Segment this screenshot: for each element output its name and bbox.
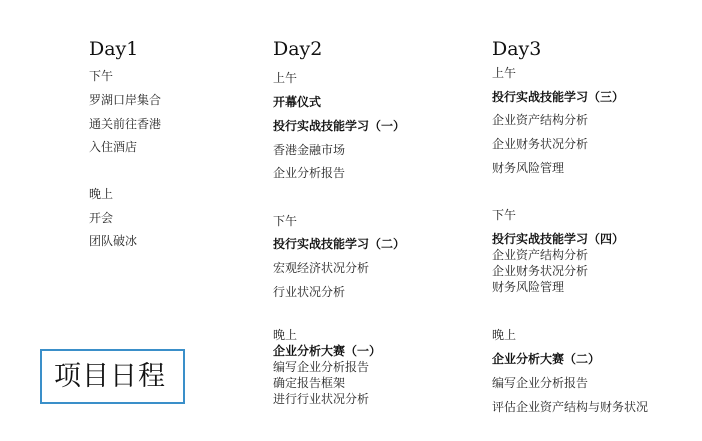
day2-afternoon-label: 下午 — [273, 214, 298, 228]
schedule-title: 项目日程 — [54, 361, 166, 392]
day3-title: Day3 — [492, 38, 542, 60]
day3-item: 企业财务状况分析 — [492, 264, 589, 278]
day3-item-bold: 投行实战技能学习（四） — [492, 232, 625, 246]
day2-item: 进行行业状况分析 — [273, 392, 370, 406]
day2-item: 编写企业分析报告 — [273, 360, 370, 374]
day3-item: 财务风险管理 — [492, 161, 565, 175]
day2-item-bold: 投行实战技能学习（二） — [273, 237, 406, 251]
day1-title: Day1 — [89, 38, 139, 60]
day3-morning-label: 上午 — [492, 66, 517, 80]
day1-evening-label: 晚上 — [89, 187, 114, 201]
day1-afternoon-label: 下午 — [89, 69, 114, 83]
schedule-title-box — [40, 349, 185, 404]
day3-item: 企业财务状况分析 — [492, 137, 589, 151]
day2-evening-label: 晚上 — [273, 328, 298, 342]
day2-item: 确定报告框架 — [273, 376, 346, 390]
day3-item-bold: 投行实战技能学习（三） — [492, 90, 625, 104]
day1-item: 通关前往香港 — [89, 117, 162, 131]
day1-item: 开会 — [89, 211, 114, 225]
day2-morning-label: 上午 — [273, 71, 298, 85]
day1-item: 罗湖口岸集合 — [89, 93, 162, 107]
day3-item-bold: 企业分析大赛（二） — [492, 352, 601, 366]
day3-item: 财务风险管理 — [492, 280, 565, 294]
day3-item: 企业资产结构分析 — [492, 113, 589, 127]
day2-item: 行业状况分析 — [273, 285, 346, 299]
day2-item: 香港金融市场 — [273, 143, 346, 157]
day2-title: Day2 — [273, 38, 323, 60]
day3-afternoon-label: 下午 — [492, 208, 517, 222]
day3-item: 评估企业资产结构与财务状况 — [492, 400, 649, 414]
day3-item: 企业资产结构分析 — [492, 248, 589, 262]
day3-evening-label: 晚上 — [492, 328, 517, 342]
day2-item: 企业分析报告 — [273, 166, 346, 180]
day2-item-bold: 开幕仪式 — [273, 95, 322, 109]
day1-item: 入住酒店 — [89, 140, 138, 154]
day3-item: 编写企业分析报告 — [492, 376, 589, 390]
day2-item-bold: 企业分析大赛（一） — [273, 344, 382, 358]
day2-item: 宏观经济状况分析 — [273, 261, 370, 275]
day2-item-bold: 投行实战技能学习（一） — [273, 119, 406, 133]
day1-item: 团队破冰 — [89, 234, 138, 248]
